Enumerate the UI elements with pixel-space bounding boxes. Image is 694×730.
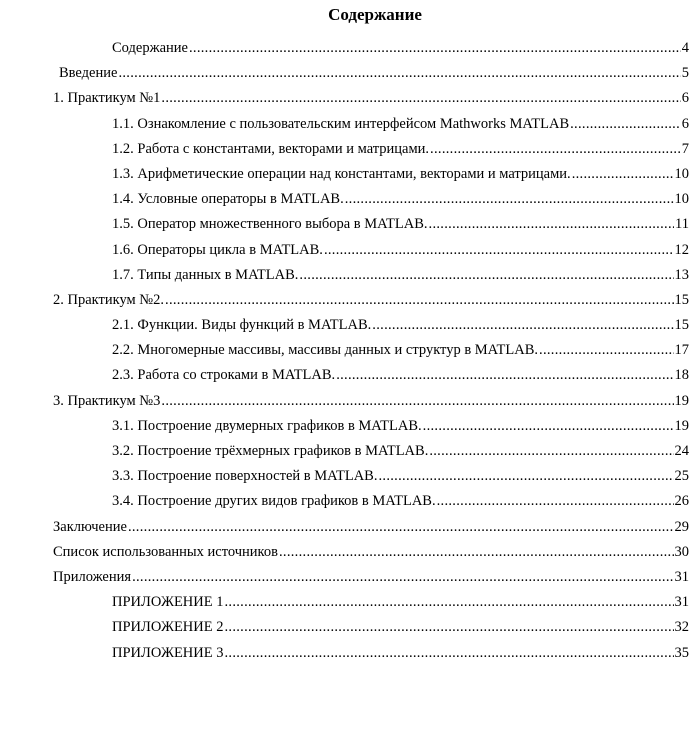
- toc-entry-title: 1.4. Условные операторы в MATLAB.: [112, 191, 344, 208]
- dot-leader: [118, 65, 680, 82]
- toc-entry-page: 26: [674, 493, 689, 510]
- toc-entry-title: 3.1. Построение двумерных графиков в MATLAB.: [112, 417, 422, 434]
- dot-leader: [430, 141, 681, 158]
- dot-leader: [161, 393, 673, 410]
- dot-leader: [570, 116, 681, 133]
- toc-entry-page: 19: [674, 417, 689, 434]
- toc-entry[interactable]: [53, 367, 689, 392]
- toc-entry-page: 6: [681, 115, 689, 132]
- toc-entry-title: 3.2. Построение трёхмерных графиков в MATLAB.: [112, 443, 429, 459]
- dot-leader: [224, 619, 673, 636]
- dot-leader: [279, 544, 674, 561]
- toc-entry-title: ПРИЛОЖЕНИЕ 1: [112, 594, 224, 611]
- toc-entry[interactable]: [53, 569, 689, 594]
- toc-entry-page: 5: [681, 65, 689, 82]
- toc-entry[interactable]: [53, 619, 689, 644]
- toc-entry[interactable]: [53, 242, 689, 267]
- dot-leader: [429, 216, 675, 233]
- dot-leader: [132, 569, 673, 586]
- toc-entry-title: 1.7. Типы данных в MATLAB.: [112, 266, 299, 283]
- toc-entry[interactable]: [53, 191, 689, 216]
- dot-leader: [189, 40, 681, 57]
- dot-leader: [165, 292, 673, 309]
- toc-entry[interactable]: [53, 645, 689, 670]
- dot-leader: [224, 594, 673, 611]
- toc-entry[interactable]: [53, 468, 689, 493]
- dot-leader: [429, 443, 673, 460]
- toc-entry-page: 4: [681, 40, 689, 56]
- toc-entry-page: 32: [674, 619, 689, 636]
- toc-entry-title: 2.2. Многомерные массивы, массивы данных и структур в MATLAB.: [112, 342, 539, 359]
- toc-entry[interactable]: [53, 519, 689, 544]
- toc-entry-title: Заключение: [53, 518, 127, 535]
- dot-leader: [324, 242, 674, 259]
- toc-entry-title: 2. Практикум №2.: [53, 291, 165, 308]
- toc-entry[interactable]: [53, 40, 689, 65]
- toc-entry-title: 1.2. Работа с константами, векторами и матрицами.: [112, 140, 430, 157]
- dot-leader: [423, 418, 674, 435]
- toc-entry-page: 24: [674, 443, 689, 459]
- toc-entry-page: 7: [681, 140, 689, 157]
- toc-entry[interactable]: [53, 393, 689, 418]
- toc-entry[interactable]: [53, 65, 689, 90]
- toc-entry-page: 29: [674, 518, 689, 535]
- toc-entry-page: 17: [674, 342, 689, 359]
- toc-entry-title: 3.4. Построение других видов графиков в MATLAB.: [112, 493, 436, 510]
- toc-entry[interactable]: [53, 141, 689, 166]
- toc-entry[interactable]: [53, 166, 689, 191]
- toc-entry-page: 6: [681, 90, 689, 107]
- toc-entry-page: 11: [675, 216, 689, 233]
- dot-leader: [572, 166, 674, 183]
- toc-entry-page: 10: [674, 165, 689, 182]
- toc-entry-title: 1.5. Оператор множественного выбора в MATLAB.: [112, 216, 428, 233]
- toc-entry-page: 25: [674, 468, 689, 485]
- toc-entry-page: 31: [674, 568, 689, 585]
- toc-entry[interactable]: [53, 116, 689, 141]
- toc-entry-page: 35: [674, 644, 689, 661]
- toc-entry-title: 2.3. Работа со строками в MATLAB.: [112, 367, 336, 384]
- toc-entry[interactable]: [53, 342, 689, 367]
- toc-entry-title: 1.6. Операторы цикла в MATLAB.: [112, 241, 323, 258]
- dot-leader: [224, 645, 673, 662]
- toc-entry-page: 12: [674, 241, 689, 258]
- toc-title: Содержание: [328, 5, 422, 24]
- toc-entry-page: 10: [674, 191, 689, 208]
- toc-entry-title: 2.1. Функции. Виды функций в MATLAB.: [112, 317, 372, 334]
- dot-leader: [161, 90, 680, 107]
- dot-leader: [539, 342, 673, 359]
- toc-entry-title: Содержание: [112, 40, 188, 56]
- toc-entry-title: 3. Практикум №3: [53, 392, 161, 409]
- toc-entry-title: 1.3. Арифметические операции над константами, векторами и матрицами.: [112, 165, 571, 182]
- toc-entry-title: ПРИЛОЖЕНИЕ 2: [112, 619, 224, 636]
- toc-entry[interactable]: [53, 90, 689, 115]
- toc-entry[interactable]: [53, 544, 689, 569]
- table-of-contents: [53, 40, 689, 670]
- toc-entry[interactable]: [53, 493, 689, 518]
- toc-entry-page: 18: [674, 367, 689, 384]
- dot-leader: [128, 519, 674, 536]
- toc-entry-title: ПРИЛОЖЕНИЕ 3: [112, 644, 224, 661]
- toc-entry-title: Список использованных источников: [53, 543, 278, 560]
- toc-entry-page: 31: [674, 594, 689, 611]
- toc-entry-page: 15: [674, 317, 689, 334]
- dot-leader: [336, 367, 673, 384]
- dot-leader: [299, 267, 673, 284]
- toc-entry-title: 1. Практикум №1: [53, 90, 161, 107]
- toc-entry[interactable]: [53, 594, 689, 619]
- toc-entry[interactable]: [53, 292, 689, 317]
- dot-leader: [372, 317, 673, 334]
- toc-entry[interactable]: [53, 317, 689, 342]
- toc-entry[interactable]: [53, 418, 689, 443]
- dot-leader: [345, 191, 674, 208]
- toc-entry-page: 13: [674, 266, 689, 283]
- toc-entry-title: 1.1. Ознакомление с пользовательским интерфейсом Mathworks MATLAB: [112, 115, 570, 132]
- toc-entry-page: 15: [674, 291, 689, 308]
- toc-entry-title: Введение: [59, 65, 118, 82]
- toc-entry-page: 19: [674, 392, 689, 409]
- toc-entry[interactable]: [53, 267, 689, 292]
- toc-entry[interactable]: [53, 443, 689, 468]
- toc-entry-page: 30: [674, 543, 689, 560]
- toc-entry[interactable]: [53, 216, 689, 241]
- dot-leader: [378, 468, 673, 485]
- toc-entry-title: 3.3. Построение поверхностей в MATLAB.: [112, 468, 378, 485]
- toc-entry-title: Приложения: [53, 568, 132, 585]
- dot-leader: [437, 493, 674, 510]
